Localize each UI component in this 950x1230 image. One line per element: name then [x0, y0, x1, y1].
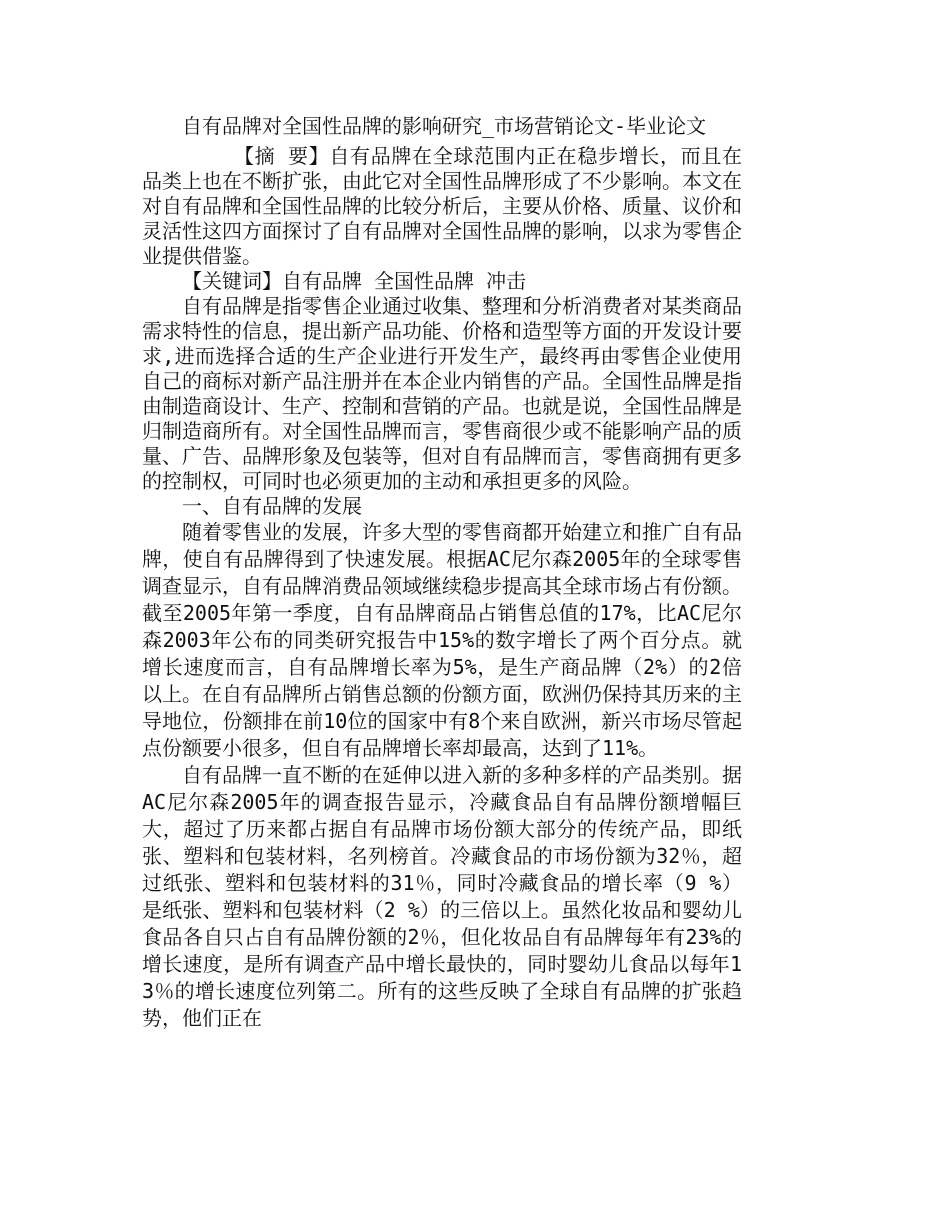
- abstract-paragraph: 【摘 要】自有品牌在全球范围内正在稳步增长，而且在品类上也在不断扩张，由此它对全国性品牌形成了不少影响。本文在对自有品牌和全国性品牌的比较分析后，主要从价格、质量、议价和灵活性这四方面探讨了自有品牌对全国性品牌的影响，以求为零售企业提供借鉴。: [142, 144, 742, 268]
- intro-paragraph: 自有品牌是指零售企业通过收集、整理和分析消费者对某类商品需求特性的信息，提出新产品功能、价格和造型等方面的开发设计要求,进而选择合适的生产企业进行开发生产，最终再由零售企业使用自己的商标对新产品注册并在本企业内销售的产品。全国性品牌是指由制造商设计、生产、控制和营销的产品。也就是说，全国性品牌是归制造商所有。对全国性品牌而言，零售商很少或不能影响产品的质量、广告、品牌形象及包装等，但对自有品牌而言，零售商拥有更多的控制权，可同时也必须更加的主动和承担更多的风险。: [142, 294, 742, 493]
- document-body: [142, 112, 742, 1032]
- keywords-line: 【关键词】自有品牌 全国性品牌 冲击: [182, 269, 527, 293]
- body-paragraph-2: 自有品牌一直不断的在延伸以进入新的多种多样的产品类别。据AC尼尔森2005年的调查报告显示，冷藏食品自有品牌份额增幅巨大，超过了历来都占据自有品牌市场份额大部分的传统产品，即纸张、塑料和包装材料，名列榜首。冷藏食品的市场份额为32％，超过纸张、塑料和包装材料的31％，同时冷藏食品的增长率（9 %）是纸张、塑料和包装材料（2 %）的三倍以上。虽然化妆品和婴幼儿食品各自只占自有品牌份额的2％，但化妆品自有品牌每年有23%的增长速度，是所有调查产品中增长最快的，同时婴幼儿食品以每年13％的增长速度位列第二。所有的这些反映了全球自有品牌的扩张趋势，他们正在: [142, 763, 742, 1030]
- section-heading: 一、自有品牌的发展: [182, 494, 362, 518]
- document-title: 自有品牌对全国性品牌的影响研究_市场营销论文-毕业论文: [182, 114, 707, 138]
- body-paragraph-1: 随着零售业的发展，许多大型的零售商都开始建立和推广自有品牌，使自有品牌得到了快速发展。根据AC尼尔森2005年的全球零售调查显示，自有品牌消费品领域继续稳步提高其全球市场占有份额。截至2005年第一季度，自有品牌商品占销售总值的17%，比AC尼尔森2003年公布的同类研究报告中15%的数字增长了两个百分点。就增长速度而言，自有品牌增长率为5%，是生产商品牌（2%）的2倍以上。在自有品牌所占销售总额的份额方面，欧洲仍保持其历来的主导地位，份额排在前10位的国家中有8个来自欧洲，新兴市场尽管起点份额要小很多，但自有品牌增长率却最高，达到了11%。: [142, 520, 742, 760]
